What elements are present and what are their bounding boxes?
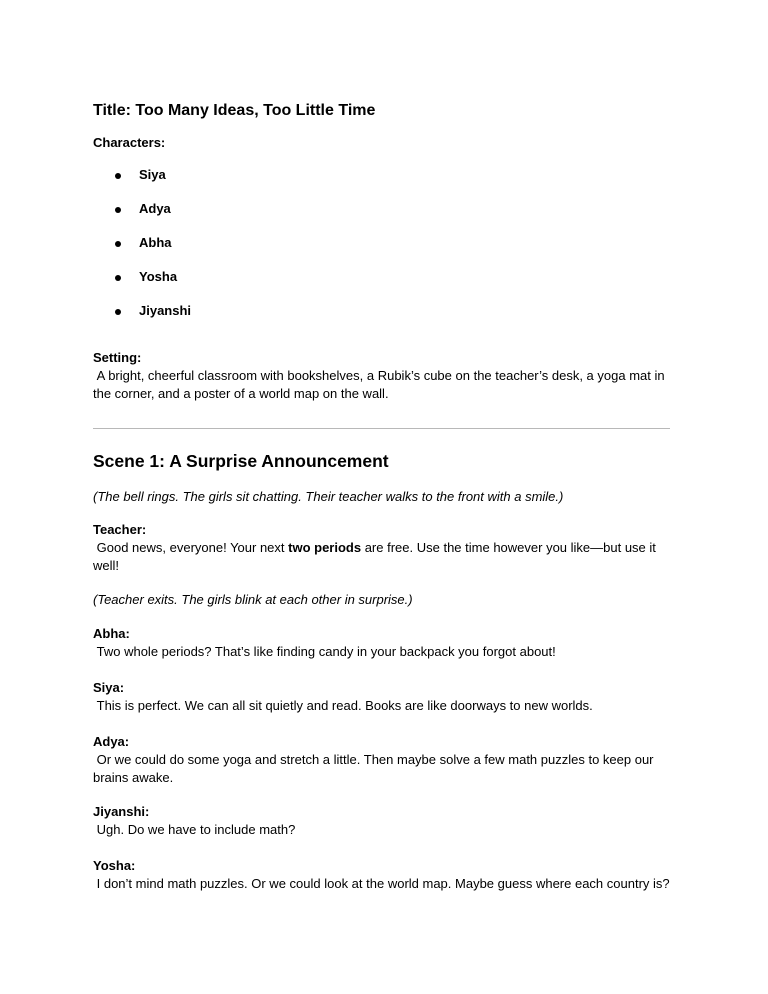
dialogue-adya: Or we could do some yoga and stretch a little. Then maybe solve a few math puzzles to keep our brains awake. [93, 752, 658, 785]
bullet-icon [115, 241, 121, 247]
character-name: Adya [139, 201, 171, 216]
character-name: Jiyanshi [139, 303, 192, 318]
dialogue-teacher [93, 539, 677, 575]
bullet-icon [115, 173, 121, 179]
bullet-icon [115, 275, 121, 281]
setting-label: Setting: [93, 350, 142, 365]
dialogue-text: Good news, everyone! Your next [93, 540, 289, 555]
speaker-teacher: Teacher: [93, 522, 147, 537]
horizontal-divider [93, 428, 670, 429]
dialogue-jiyanshi: Ugh. Do we have to include math? [93, 822, 296, 837]
bullet-icon [115, 309, 121, 315]
dialogue-abha: Two whole periods? That’s like finding candy in your backpack you forgot about! [93, 644, 556, 659]
speaker-adya: Adya: [93, 734, 130, 749]
dialogue-yosha: I don’t mind math puzzles. Or we could look at the world map. Maybe guess where each country is? [93, 876, 670, 891]
speaker-yosha: Yosha: [93, 858, 136, 873]
characters-label: Characters: [93, 135, 166, 150]
stage-direction: (The bell rings. The girls sit chatting. Their teacher walks to the front with a smile.) [93, 489, 564, 504]
scene-heading: Scene 1: A Surprise Announcement [93, 451, 389, 471]
character-name: Yosha [139, 269, 178, 284]
character-name: Siya [139, 167, 166, 182]
stage-direction: (Teacher exits. The girls blink at each other in surprise.) [93, 592, 413, 607]
speaker-siya: Siya: [93, 680, 125, 695]
dialogue-emphasis: two periods [288, 540, 362, 555]
character-name: Abha [139, 235, 172, 250]
setting-text: A bright, cheerful classroom with bookshelves, a Rubik’s cube on the teacher’s desk, a yoga mat in the corner, and a poster of a world map on the wall. [93, 368, 669, 401]
speaker-abha: Abha: [93, 626, 130, 641]
dialogue-siya: This is perfect. We can all sit quietly and read. Books are like doorways to new worlds. [93, 698, 593, 713]
document-title: Title: Too Many Ideas, Too Little Time [93, 102, 376, 119]
bullet-icon [115, 207, 121, 213]
dialogue-text: are free. Use the time however you like—but use it well! [93, 540, 660, 573]
speaker-jiyanshi: Jiyanshi: [93, 804, 150, 819]
